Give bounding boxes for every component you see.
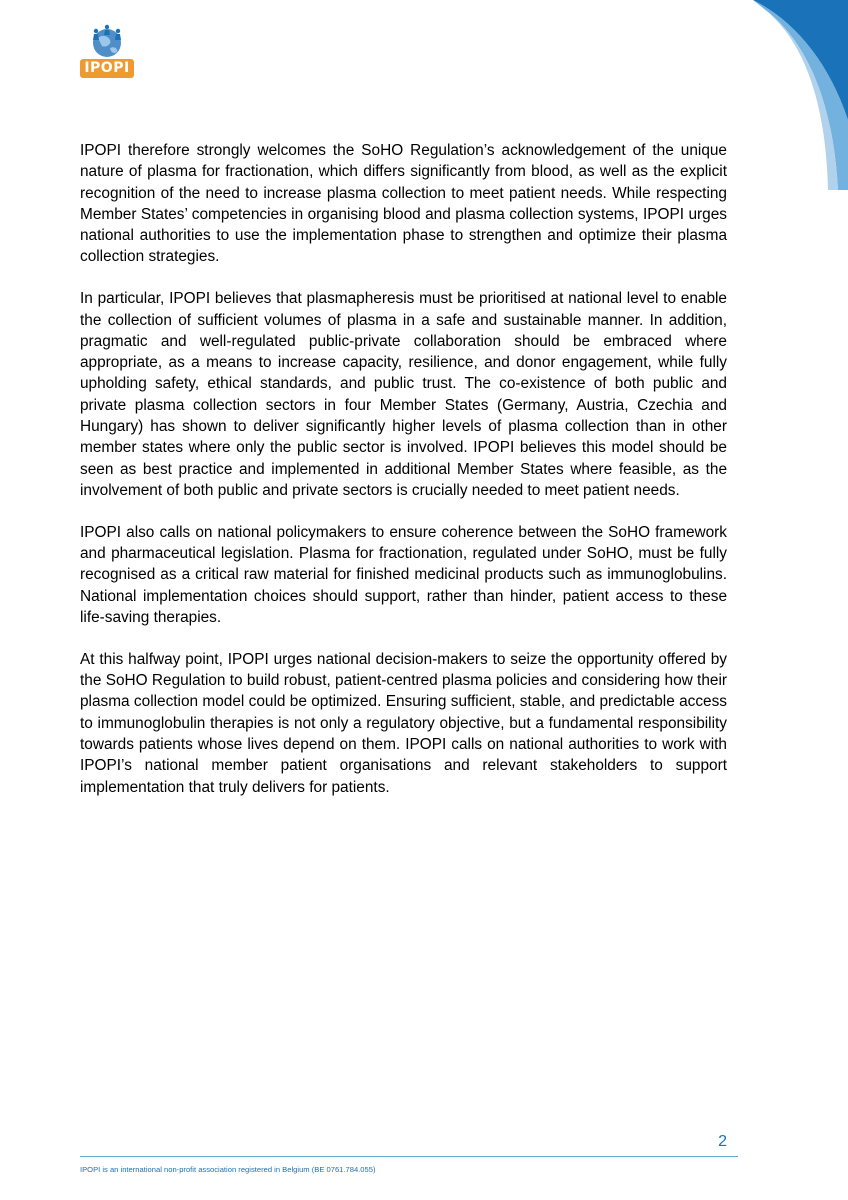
- page-number: 2: [718, 1133, 727, 1150]
- footer-note: IPOPI is an international non-profit association registered in Belgium (BE 0761.784.055): [80, 1165, 376, 1174]
- logo-wordmark: IPOPI: [80, 59, 134, 78]
- body-text: [80, 140, 727, 818]
- paragraph-1: IPOPI therefore strongly welcomes the SoHO Regulation’s acknowledgement of the unique nature of plasma for fractionation, which differs significantly from blood, as well as the explicit recognition of the need to increase plasma collection to meet patient needs. While respecting Member States’ competencies in organising blood and plasma collection systems, IPOPI urges national authorities to use the implementation phase to strengthen and optimize their plasma collection strategies.: [80, 142, 727, 266]
- paragraph-2: In particular, IPOPI believes that plasmapheresis must be prioritised at national level to enable the collection of sufficient volumes of plasma in a safe and sustainable manner. In addition, pragmatic and well-regulated public-private collaboration should be embraced where appropriate, as a means to increase capacity, resilience, and donor engagement, while fully upholding safety, ethical standards, and public trust. The co-existence of both public and private plasma collection sectors in four Member States (Germany, Austria, Czechia and Hungary) has shown to deliver significantly higher levels of plasma collection than in other member states where only the public sector is involved. IPOPI believes this model should be seen as best practice and implemented in additional Member States where feasible, as the involvement of both public and private sectors is crucially needed to meet patient needs.: [80, 290, 727, 499]
- globe-icon: [88, 22, 126, 60]
- ipopi-logo: [80, 22, 134, 78]
- footer-divider: [80, 1156, 738, 1157]
- paragraph-4: At this halfway point, IPOPI urges national decision-makers to seize the opportunity offered by the SoHO Regulation to build robust, patient-centred plasma policies and considering how their plasma collection model could be optimized. Ensuring sufficient, stable, and predictable access to immunoglobulin therapies is not only a regulatory objective, but a fundamental responsibility towards patients whose lives depend on them. IPOPI calls on national authorities to work with IPOPI’s national member patient organisations and relevant stakeholders to support implementation that truly delivers for patients.: [80, 650, 727, 796]
- paragraph-3: IPOPI also calls on national policymakers to ensure coherence between the SoHO framework and pharmaceutical legislation. Plasma for fractionation, regulated under SoHO, must be fully recognised as a critical raw material for finished medicinal products such as immunoglobulins. National implementation choices should support, rather than hinder, patient access to these life-saving therapies.: [80, 523, 727, 626]
